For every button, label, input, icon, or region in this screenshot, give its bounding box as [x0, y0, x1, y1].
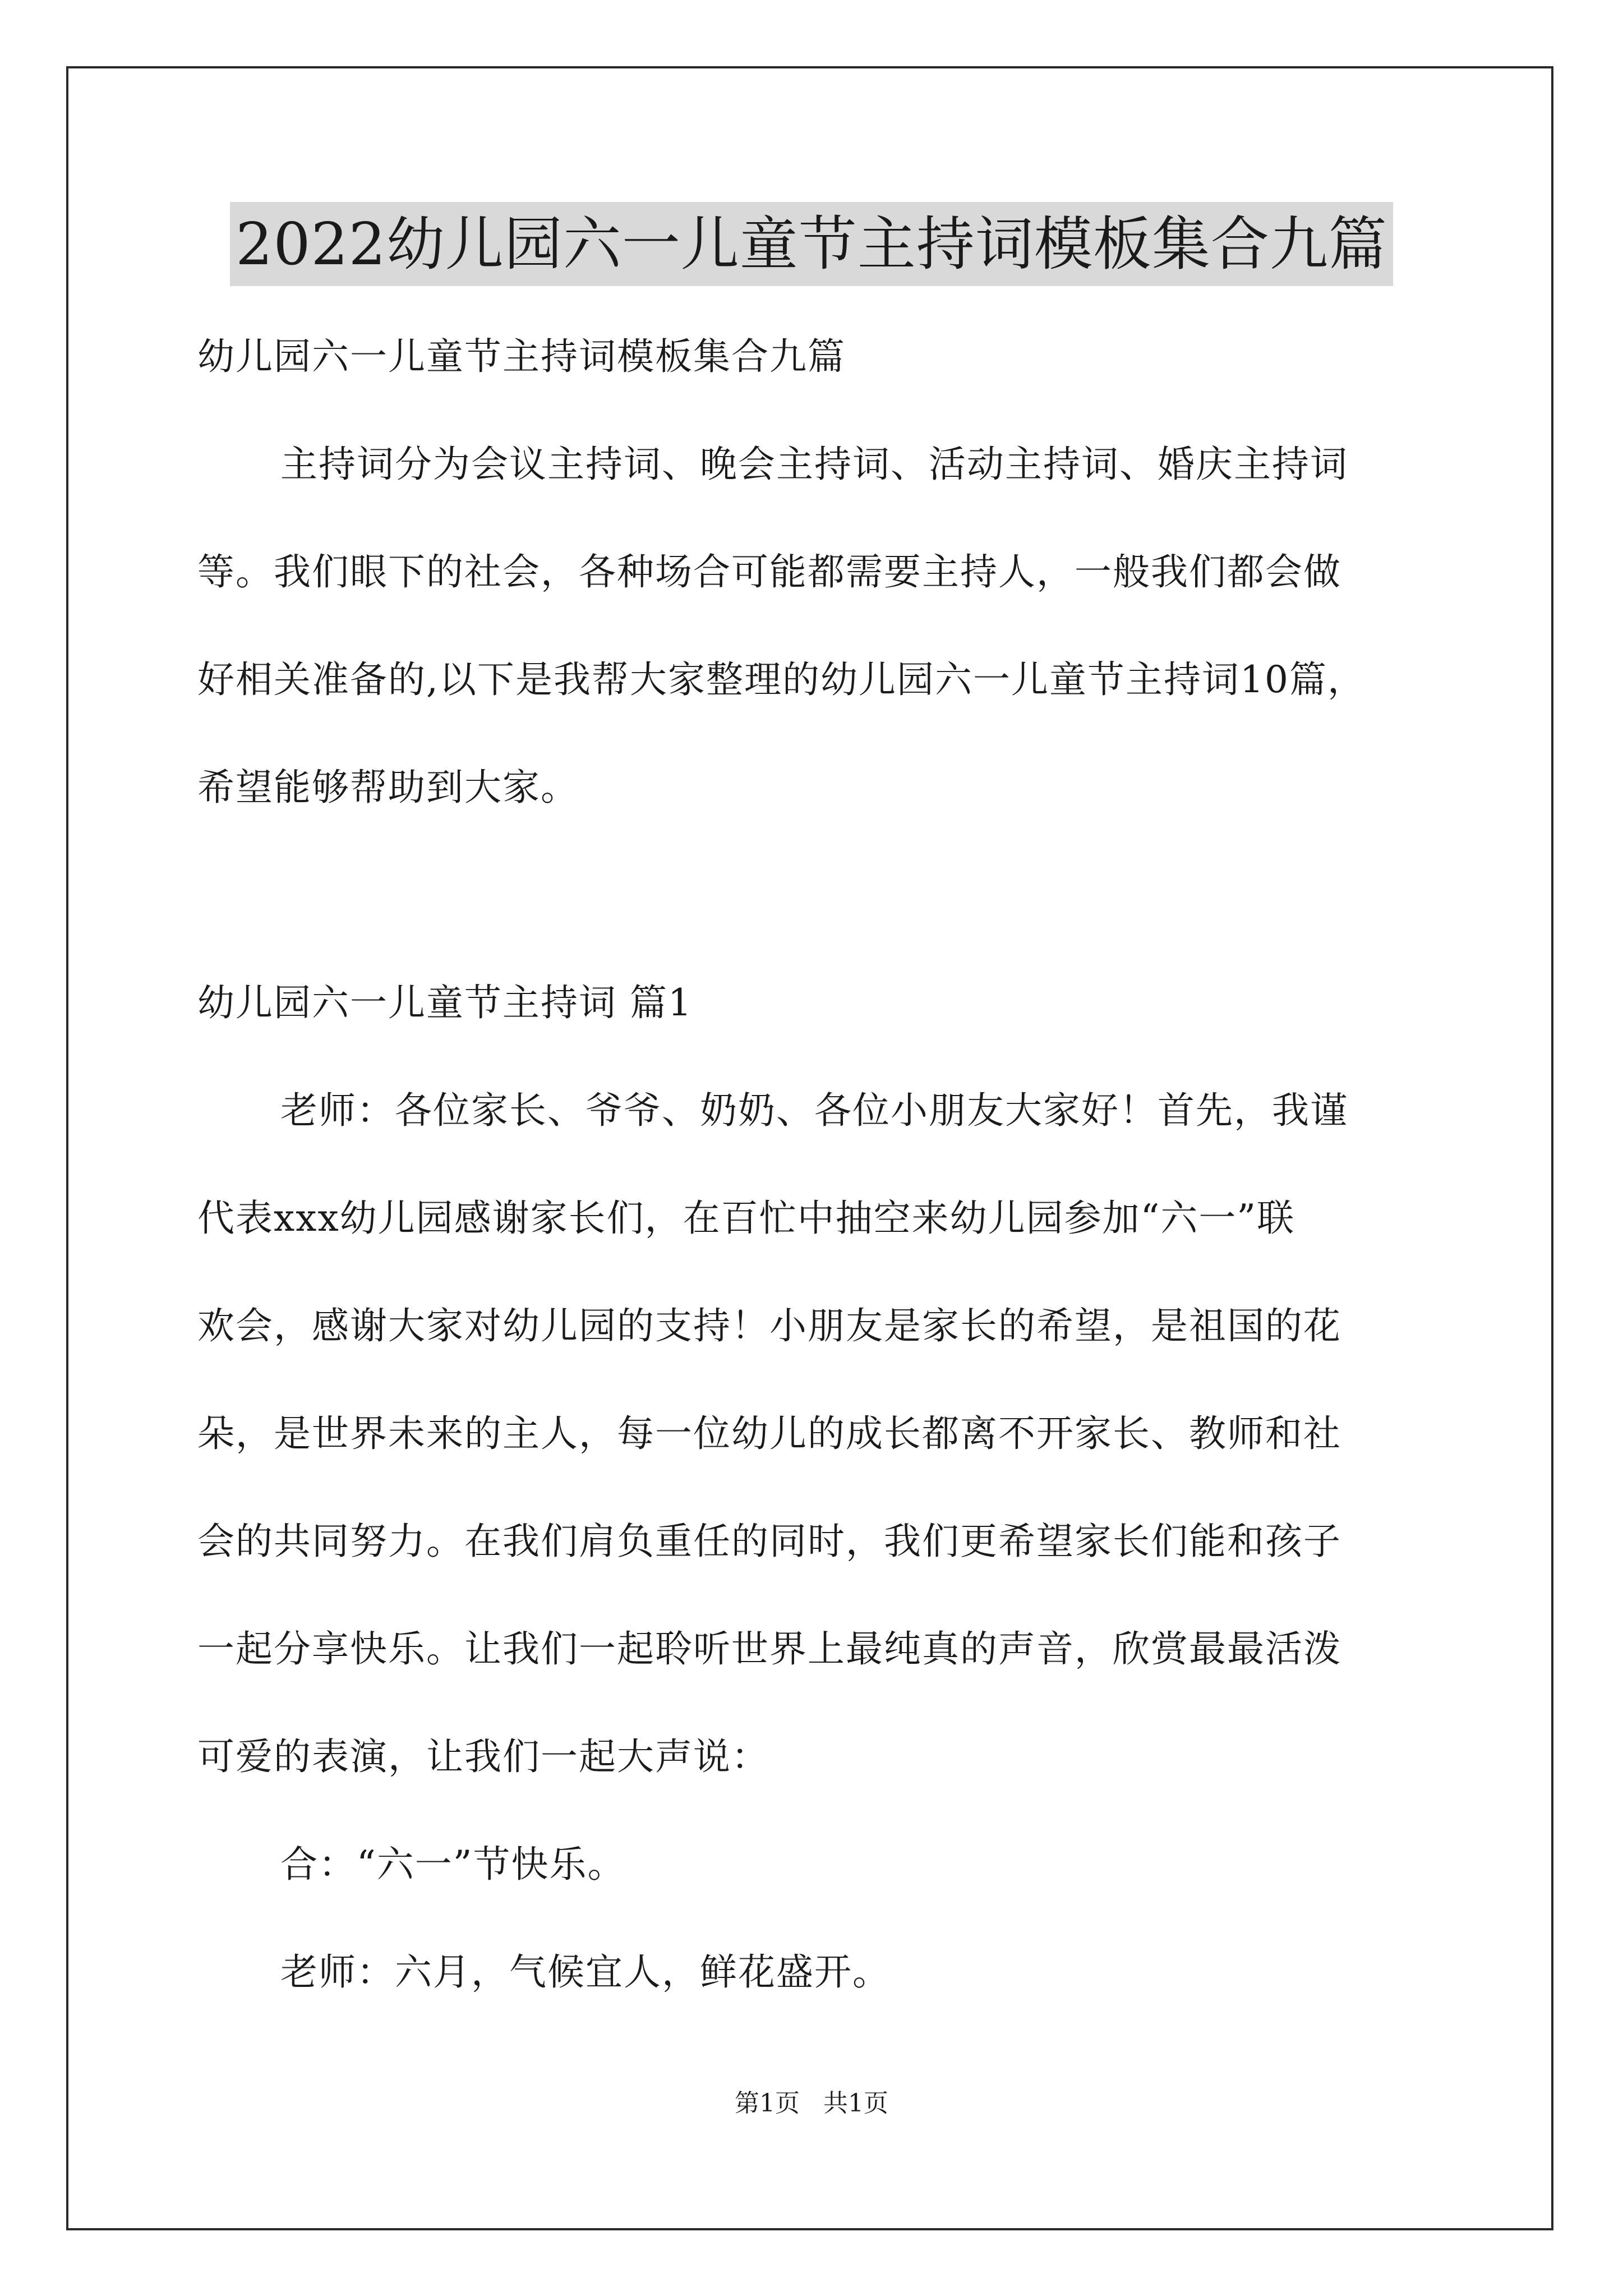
- intro-line-4: 希望能够帮助到大家。: [197, 766, 579, 809]
- document-title: 2022幼儿园六一儿童节主持词模板集合九篇: [230, 202, 1393, 286]
- section-line-7: 可爱的表演，让我们一起大声说：: [197, 1735, 769, 1778]
- page-footer: 第1页 共1页: [735, 2089, 888, 2118]
- section-line-1: 老师：各位家长、爷爷、奶奶、各位小朋友大家好！首先，我谨: [280, 1089, 1348, 1132]
- document-subtitle: 幼儿园六一儿童节主持词模板集合九篇: [197, 335, 846, 378]
- document-body: [197, 303, 1431, 2026]
- line-together: 合：“六一”节快乐。: [280, 1843, 626, 1886]
- line-teacher: 老师：六月，气候宜人，鲜花盛开。: [280, 1950, 891, 1994]
- section-line-4: 朵，是世界未来的主人，每一位幼儿的成长都离不开家长、教师和社: [197, 1412, 1341, 1455]
- title-wrap: [0, 202, 1623, 286]
- section-line-3: 欢会，感谢大家对幼儿园的支持！小朋友是家长的希望，是祖国的花: [197, 1304, 1341, 1347]
- intro-line-1: 主持词分为会议主持词、晚会主持词、活动主持词、婚庆主持词: [280, 443, 1348, 486]
- section-line-6: 一起分享快乐。让我们一起聆听世界上最纯真的声音，欣赏最最活泼: [197, 1627, 1341, 1671]
- intro-line-2: 等。我们眼下的社会，各种场合可能都需要主持人，一般我们都会做: [197, 550, 1341, 593]
- blank-line: [197, 841, 1431, 949]
- section-line-2: 代表xxx幼儿园感谢家长们，在百忙中抽空来幼儿园参加“六一”联: [197, 1197, 1295, 1240]
- section-heading: 幼儿园六一儿童节主持词 篇1: [197, 981, 693, 1024]
- section-line-5: 会的共同努力。在我们肩负重任的同时，我们更希望家长们能和孩子: [197, 1520, 1341, 1563]
- intro-line-3: 好相关准备的,以下是我帮大家整理的幼儿园六一儿童节主持词10篇，: [197, 658, 1366, 701]
